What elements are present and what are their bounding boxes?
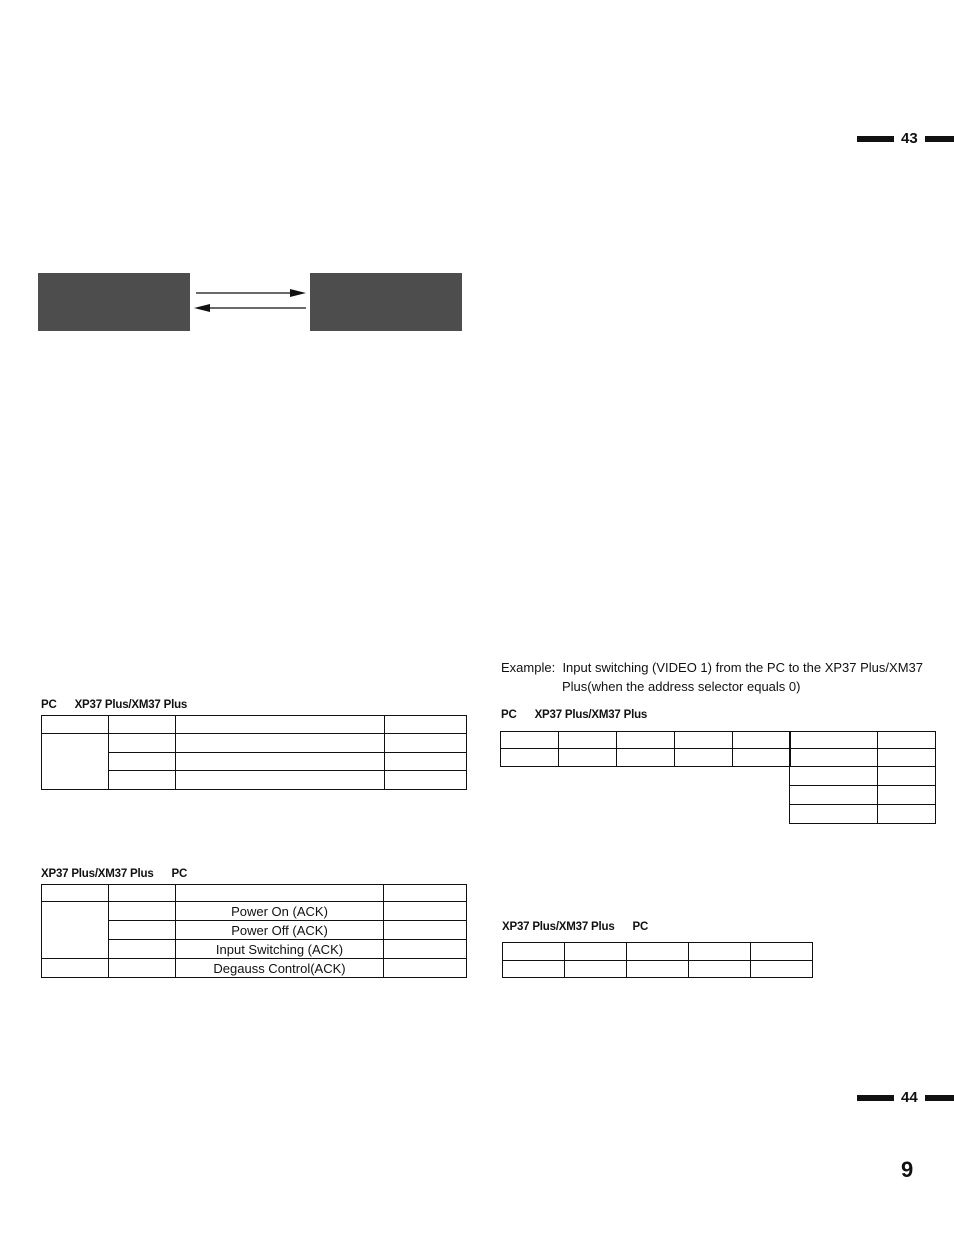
table-header-row: [790, 732, 936, 749]
pc-block: [38, 273, 190, 331]
table-row: [42, 959, 467, 978]
table-header-row: [503, 943, 813, 961]
caption-to: PC: [171, 868, 188, 880]
caption-from: PC: [41, 699, 57, 711]
marker-bar-left: [857, 136, 894, 142]
caption-from: PC: [501, 709, 517, 721]
table-row: [42, 734, 467, 753]
table-row: [790, 805, 936, 824]
table-caption: [41, 868, 187, 880]
page-marker-top: [857, 130, 954, 147]
cell-power-on: Power On (ACK): [176, 902, 384, 921]
table-row: [42, 902, 467, 921]
table-row: [790, 749, 936, 767]
caption-to: XP37 Plus/XM37 Plus: [74, 699, 188, 711]
page-marker-number: 43: [901, 130, 918, 147]
table-row: [790, 767, 936, 786]
caption-to: PC: [632, 921, 649, 933]
example-line1: Input switching (VIDEO 1) from the PC to the XP37 Plus/XM37: [562, 660, 923, 675]
table-header-row: [42, 885, 467, 902]
page-marker-bottom: [857, 1089, 954, 1106]
example-label: Example:: [501, 660, 556, 675]
example-table-top: [500, 731, 791, 767]
example-table-extension: [789, 731, 936, 824]
table-row: [501, 749, 791, 767]
table-row: [790, 786, 936, 805]
command-table-pc-to-monitor: [41, 715, 467, 790]
example-line2: Plus(when the address selector equals 0): [562, 679, 801, 694]
cell-degauss-control: Degauss Control(ACK): [176, 959, 384, 978]
table-caption: [502, 921, 648, 933]
cell-power-off: Power Off (ACK): [176, 921, 384, 940]
response-table-monitor-to-pc: [41, 884, 467, 978]
marker-bar-left: [857, 1095, 894, 1101]
page-number: 9: [901, 1157, 914, 1182]
table-header-row: [501, 732, 791, 749]
marker-bar-right: [925, 1095, 954, 1101]
marker-bar-right: [925, 136, 954, 142]
monitor-block: [310, 273, 462, 331]
caption-from: XP37 Plus/XM37 Plus: [41, 868, 154, 880]
table-caption: [501, 709, 647, 721]
cell-input-switching: Input Switching (ACK): [176, 940, 384, 959]
page-marker-number: 44: [901, 1089, 918, 1106]
example-response-table: [502, 942, 813, 978]
caption-from: XP37 Plus/XM37 Plus: [502, 921, 615, 933]
bidirectional-arrows-icon: [190, 283, 310, 319]
table-caption: [41, 699, 187, 711]
table-header-row: [42, 716, 467, 734]
example-text: [501, 658, 941, 696]
caption-to: XP37 Plus/XM37 Plus: [534, 709, 648, 721]
table-row: [503, 961, 813, 978]
